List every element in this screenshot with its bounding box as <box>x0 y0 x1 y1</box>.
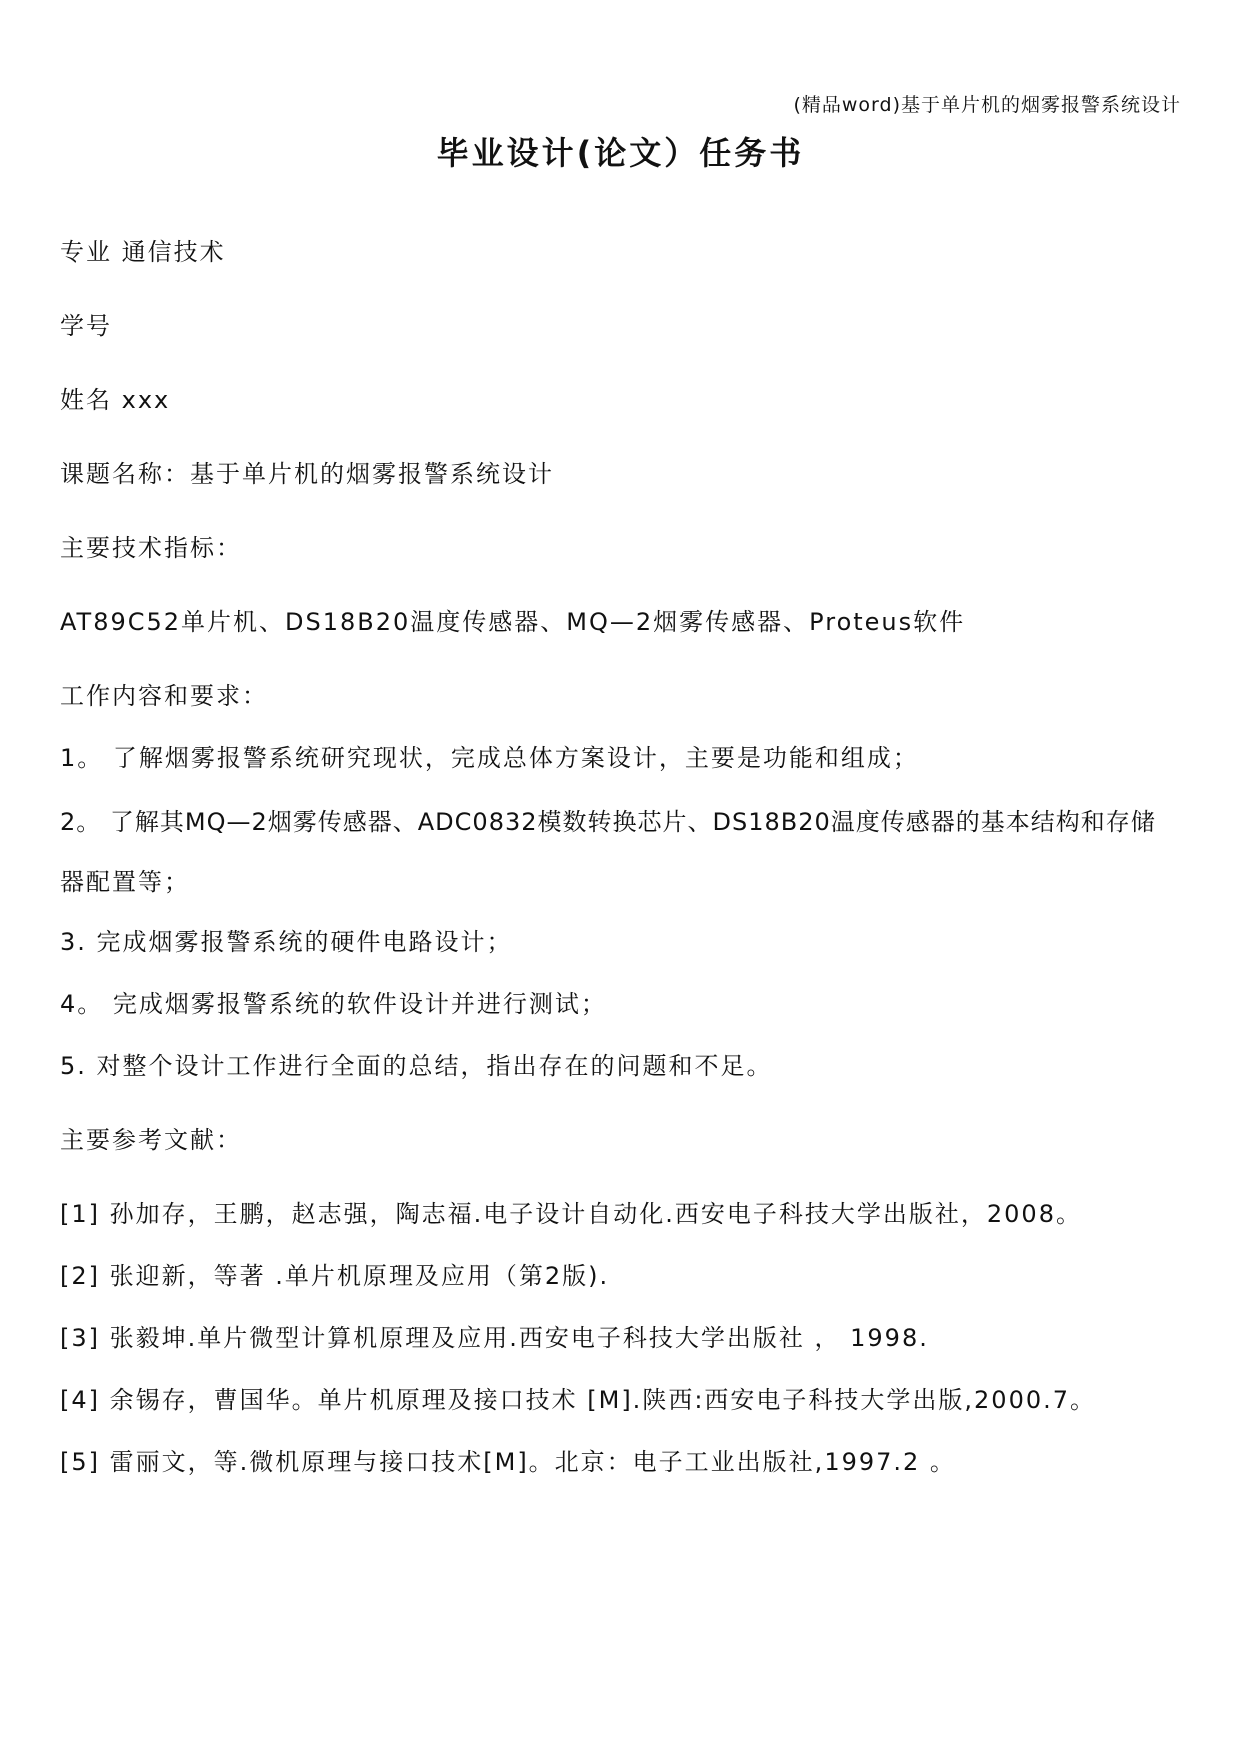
work-item: 1。 了解烟雾报警系统研究现状，完成总体方案设计，主要是功能和组成； <box>60 744 919 772</box>
major-line: 专业 通信技术 <box>60 238 226 266</box>
student-id-line: 学号 <box>60 312 112 340</box>
work-item: 4。 完成烟雾报警系统的软件设计并进行测试； <box>60 990 607 1018</box>
references-heading: 主要参考文献： <box>60 1126 242 1154</box>
work-item-continuation: 器配置等； <box>60 868 190 896</box>
work-item: 3. 完成烟雾报警系统的硬件电路设计； <box>60 928 513 956</box>
name-line: 姓名 xxx <box>60 386 171 414</box>
work-heading: 工作内容和要求： <box>60 682 268 710</box>
reference-item: [4] 余锡存，曹国华。单片机原理及接口技术 [M].陕西:西安电子科技大学出版,2000.7。 <box>60 1386 1097 1414</box>
tech-heading: 主要技术指标： <box>60 534 242 562</box>
running-header: (精品word)基于单片机的烟雾报警系统设计 <box>793 94 1181 116</box>
reference-item: [3] 张毅坤.单片微型计算机原理及应用.西安电子科技大学出版社 ， 1998. <box>60 1324 929 1352</box>
reference-item: [5] 雷丽文，等.微机原理与接口技术[M]。北京：电子工业出版社,1997.2 。 <box>60 1448 956 1476</box>
topic-line: 课题名称：基于单片机的烟雾报警系统设计 <box>60 460 554 488</box>
tech-line: AT89C52单片机、DS18B20温度传感器、MQ—2烟雾传感器、Proteus软件 <box>60 608 966 636</box>
reference-item: [1] 孙加存，王鹏，赵志强，陶志福.电子设计自动化.西安电子科技大学出版社，2008。 <box>60 1200 1082 1228</box>
reference-item: [2] 张迎新，等著 .单片机原理及应用（第2版). <box>60 1262 610 1290</box>
work-item: 5. 对整个设计工作进行全面的总结，指出存在的问题和不足。 <box>60 1052 773 1080</box>
document-title: 毕业设计(论文）任务书 <box>436 134 805 172</box>
work-item: 2。 了解其MQ—2烟雾传感器、ADC0832模数转换芯片、DS18B20温度传感器的基本结构和存储 <box>60 808 1156 836</box>
